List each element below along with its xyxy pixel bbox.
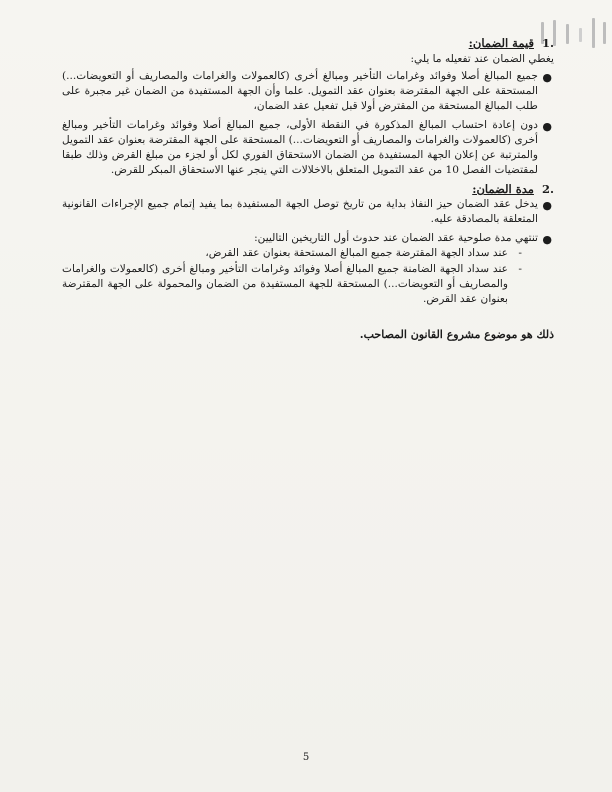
scan-artifact [592, 18, 595, 48]
section-2-number: .2 [541, 182, 554, 196]
dash-text: عند سداد الجهة المقترضة جميع المبالغ المستحقة بعنوان عقد القرض، [205, 247, 508, 259]
section-2-title: مدة الضمان: [472, 182, 534, 196]
bullet-text: يدخل عقد الضمان حيز النفاذ بداية من تاريخ توصل الجهة المستفيدة بما يفيد إتمام جميع الإجراءات القانونية المتعلقة بالمصادقة عليه. [62, 198, 538, 225]
bullet-icon: ● [542, 71, 552, 84]
scan-artifact [603, 22, 606, 44]
list-item [62, 246, 538, 261]
section-1-intro: يغطي الضمان عند تفعيله ما يلي: [410, 53, 554, 65]
section-2-heading [62, 182, 554, 197]
section-2-bullets [62, 197, 554, 307]
list-item [62, 262, 538, 307]
section-1-bullets [62, 69, 554, 178]
list-item [62, 231, 554, 307]
page-number: 5 [302, 752, 310, 763]
list-item [62, 118, 554, 178]
section-2-sublist [62, 246, 538, 307]
bullet-icon: ● [542, 120, 552, 133]
dash-icon: - [518, 263, 522, 275]
dash-icon: - [518, 247, 522, 259]
bullet-icon: ● [542, 233, 552, 246]
document-body [62, 36, 554, 342]
closing-statement: ذلك هو موضوع مشروع القانون المصاحب. [359, 328, 554, 341]
bullet-text: جميع المبالغ أصلا وفوائد وغرامات التأخير ومبالغ أخرى (كالعمولات والغرامات والمصاريف أو التعويضات...) المستحقة على الجهة المقترضة بعنوان عقد التمويل. علما وأن الجهة المستفيدة من الضمان غير مجبرة على طلب المبالغ المستحقة من المقترض أولا قبل تفعيل عقد الضمان، [62, 70, 538, 112]
bullet-icon: ● [542, 199, 552, 212]
list-item [62, 69, 554, 114]
bullet-text: تنتهي مدة صلوحية عقد الضمان عند حدوث أول التاريخين التاليين: [254, 232, 538, 244]
section-1-heading [62, 36, 554, 51]
scan-artifact [579, 28, 582, 42]
section-1-number: .1 [541, 36, 554, 50]
section-1-title: قيمة الضمان: [468, 36, 534, 50]
bullet-text: دون إعادة احتساب المبالغ المذكورة في النقطة الأولى، جميع المبالغ أصلا وفوائد وغرامات التأخير ومبالغ أخرى (كالعمولات والغرامات والمصاريف أو التعويضات...) المستحقة على الجهة المقترضة بعنوان عقد التمويل والمترتبة عن إعلان الجهة المستفيدة من الضمان الاستحقاق الفوري لكل أو لجزء من مبلغ القرض وذلك طبقا لمقتضيات الفصل 10 من عقد التمويل المتعلق بالاخلالات التي ينجر عنها الاستحقاق المبكر للقرض. [62, 119, 538, 176]
list-item [62, 197, 554, 227]
dash-text: عند سداد الجهة الضامنة جميع المبالغ أصلا وفوائد وغرامات التأخير ومبالغ أخرى (كالعمولات والغرامات والمصاريف أو التعويضات...) المستحقة للجهة المستفيدة من الضمان والمحمولة على الجهة المقترضة بعنوان عقد القرض. [62, 263, 508, 305]
scan-artifact [566, 24, 569, 44]
